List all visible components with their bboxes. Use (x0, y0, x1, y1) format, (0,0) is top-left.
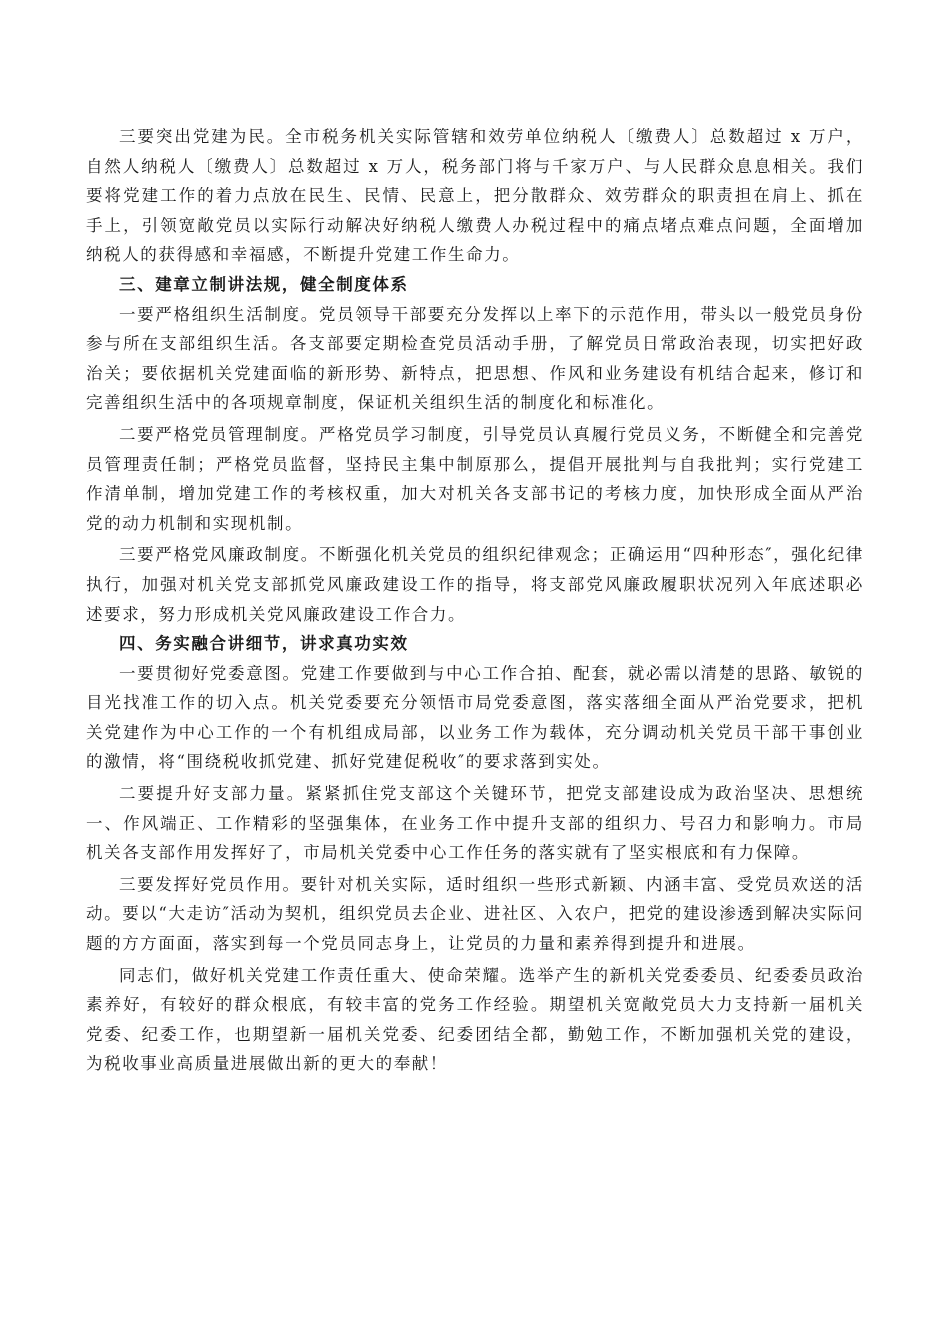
paragraph-branch-strength: 二要提升好支部力量。紧紧抓住党支部这个关键环节，把党支部建设成为政治坚决、思想统一、作风端正、工作精彩的坚强集体，在业务工作中提升支部的组织力、号召力和影响力。市局机关各支部作用发挥好了，市局机关党委中心工作任务的落实就有了坚实根底和有力保障。 (86, 784, 864, 863)
paragraph-closing-remarks: 同志们，做好机关党建工作责任重大、使命荣耀。选举产生的新机关党委委员、纪委委员政治素养好，有较好的群众根底，有较丰富的党务工作经验。期望机关宽敞党员大力支持新一届机关党委、纪委工作，也期望新一届机关党委、纪委团结全都，勤勉工作，不断加强机关党的建设，为税收事业高质量进展做出新的更大的奉献！ (86, 965, 864, 1074)
section-heading-three: 三、建章立制讲法规，健全制度体系 (119, 274, 409, 294)
paragraph-committee-intent: 一要贯彻好党委意图。党建工作要做到与中心工作合拍、配套，就必需以清楚的思路、敏锐的目光找准工作的切入点。机关党委要充分领悟市局党委意图，落实落细全面从严治党要求，把机关党建作为中心工作的一个有机组成局部，以业务工作为载体，充分调动机关党员干部干事创业的激情，将“围绕税收抓党建、抓好党建促税收″的要求落到实处。 (86, 663, 864, 772)
document-body (86, 122, 864, 1079)
paragraph-clean-governance-system: 三要严格党风廉政制度。不断强化机关党员的组织纪律观念；正确运用“四种形态″，强化纪律执行，加强对机关党支部抓党风廉政建设工作的指导，将支部党风廉政履职状况列入年底述职必述要求，努力形成机关党风廉政建设工作合力。 (86, 545, 864, 624)
section-heading-four: 四、务实融合讲细节，讲求真功实效 (119, 634, 409, 654)
paragraph-member-role: 三要发挥好党员作用。要针对机关实际，适时组织一些形式新颖、内涵丰富、受党员欢送的活动。要以“大走访″活动为契机，组织党员去企业、进社区、入农户，把党的建设渗透到解决实际问题的方方面面，落实到每一个党员同志身上，让党员的力量和素养得到提升和进展。 (86, 874, 864, 954)
paragraph-member-management-system: 二要严格党员管理制度。严格党员学习制度，引导党员认真履行党员义务，不断健全和完善党员管理责任制；严格党员监督，坚持民主集中制原那么，提倡开展批判与自我批判；实行党建工作清单制，增加党建工作的考核权重，加大对机关各支部书记的考核力度，加快形成全面从严治党的动力机制和实现机制。 (86, 424, 864, 533)
paragraph-party-building-for-people: 三要突出党建为民。全市税务机关实际管辖和效劳单位纳税人〔缴费人〕总数超过 x 万户，自然人纳税人〔缴费人〕总数超过 x 万人，税务部门将与千家万户、与人民群众息息相关。我们要将党建工作的着力点放在民生、民情、民意上，把分散群众、效劳群众的职责担在肩上、抓在手上，引领宽敞党员以实际行动解决好纳税人缴费人办税过程中的痛点堵点难点问题，全面增加纳税人的获得感和幸福感，不断提升党建工作生命力。 (86, 127, 864, 265)
paragraph-organization-life-system: 一要严格组织生活制度。党员领导干部要充分发挥以上率下的示范作用，带头以一般党员身份参与所在支部组织生活。各支部要定期检查党员活动手册，了解党员日常政治表现，切实把好政治关；要依据机关党建面临的新形势、新特点，把思想、作风和业务建设有机结合起来，修订和完善组织生活中的各项规章制度，保证机关组织生活的制度化和标准化。 (86, 304, 864, 413)
